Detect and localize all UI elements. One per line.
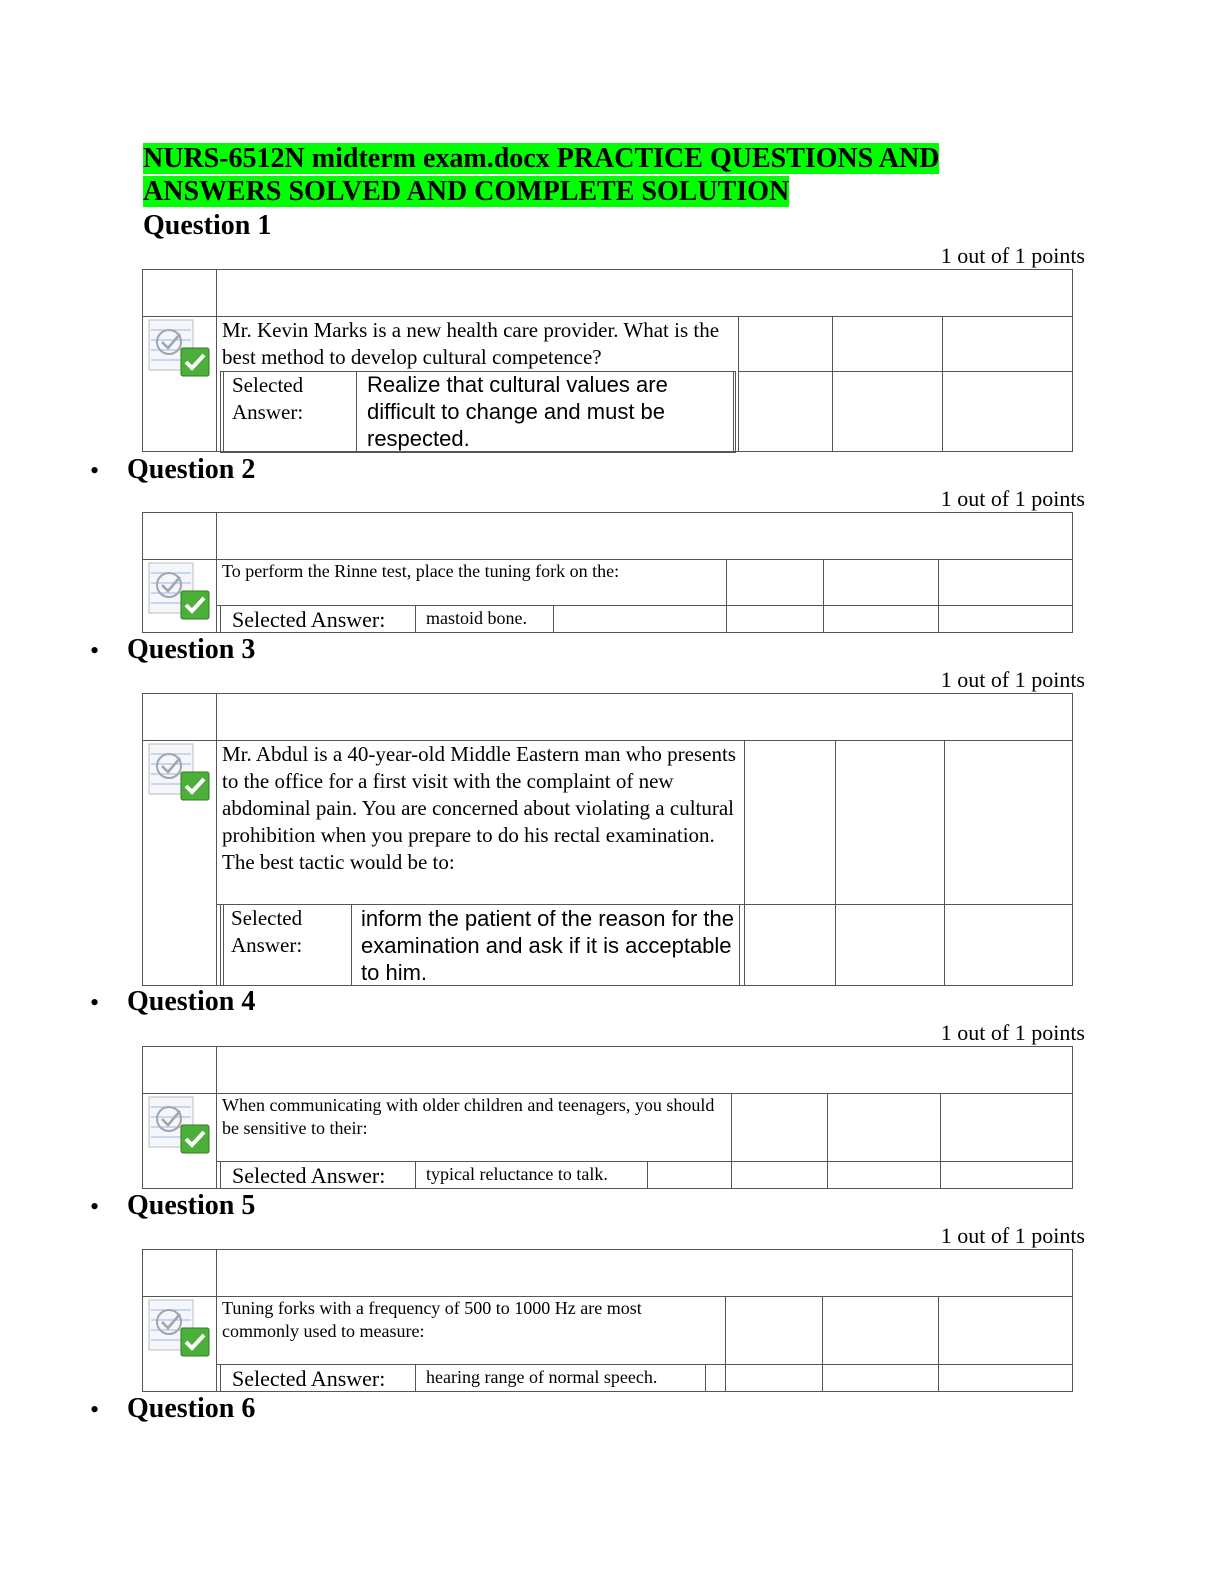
question-table xyxy=(142,269,1073,452)
question-text: Mr. Kevin Marks is a new health care provider. What is the best method to develop cultural competence? xyxy=(222,318,720,369)
bullet: • xyxy=(90,988,100,1017)
selected-answer-label: Selected Answer: xyxy=(231,906,303,957)
bullet: • xyxy=(90,1395,100,1424)
correct-answer-checkmark-icon xyxy=(147,561,211,623)
title-line-2: ANSWERS SOLVED AND COMPLETE SOLUTION xyxy=(143,176,790,207)
points-label: 1 out of 1 points xyxy=(940,667,1085,692)
question-text: Tuning forks with a frequency of 500 to 1000 Hz are most commonly used to measure: xyxy=(222,1298,642,1341)
bullet: • xyxy=(90,1192,100,1221)
question-heading: Question 5 xyxy=(127,1190,256,1221)
question-table xyxy=(142,512,1073,633)
title-line-1: NURS-6512N midterm exam.docx PRACTICE QUESTIONS AND xyxy=(143,143,940,174)
points-label: 1 out of 1 points xyxy=(940,1020,1085,1045)
selected-answer-value: inform the patient of the reason for the examination and ask if it is acceptable to him. xyxy=(361,906,735,985)
document-title xyxy=(143,142,939,208)
question-text: To perform the Rinne test, place the tuning fork on the: xyxy=(222,561,620,581)
question-heading: Question 3 xyxy=(127,634,256,665)
question-heading: Question 2 xyxy=(127,454,256,485)
correct-answer-checkmark-icon xyxy=(147,318,211,380)
points-label: 1 out of 1 points xyxy=(940,243,1085,268)
correct-answer-checkmark-icon xyxy=(147,742,211,804)
question-text: Mr. Abdul is a 40-year-old Middle Eastern man who presents to the office for a first visit with the complaint of new abdominal pain. You are concerned about violating a cultural prohibition when you prepare to do his rectal examination. The best tactic would be to: xyxy=(222,742,736,874)
selected-answer-value: hearing range of normal speech. xyxy=(426,1367,658,1387)
points-label: 1 out of 1 points xyxy=(940,1223,1085,1248)
question-heading: Question 4 xyxy=(127,986,256,1017)
question-heading: Question 1 xyxy=(143,210,272,241)
points-label: 1 out of 1 points xyxy=(940,486,1085,511)
question-table xyxy=(142,1046,1073,1189)
selected-answer-label: Selected Answer: xyxy=(232,607,386,632)
selected-answer-value: Realize that cultural values are difficult to change and must be respected. xyxy=(367,372,668,451)
selected-answer-label: Selected Answer: xyxy=(232,1366,386,1391)
selected-answer-label: Selected Answer: xyxy=(232,373,304,424)
selected-answer-value: typical reluctance to talk. xyxy=(426,1164,608,1184)
selected-answer-label: Selected Answer: xyxy=(232,1163,386,1188)
bullet: • xyxy=(90,456,100,485)
question-table xyxy=(142,693,1073,986)
correct-answer-checkmark-icon xyxy=(147,1095,211,1157)
bullet: • xyxy=(90,636,100,665)
question-table xyxy=(142,1249,1073,1392)
selected-answer-value: mastoid bone. xyxy=(426,608,527,628)
correct-answer-checkmark-icon xyxy=(147,1298,211,1360)
question-heading: Question 6 xyxy=(127,1393,256,1424)
question-text: When communicating with older children and teenagers, you should be sensitive to their: xyxy=(222,1095,715,1138)
